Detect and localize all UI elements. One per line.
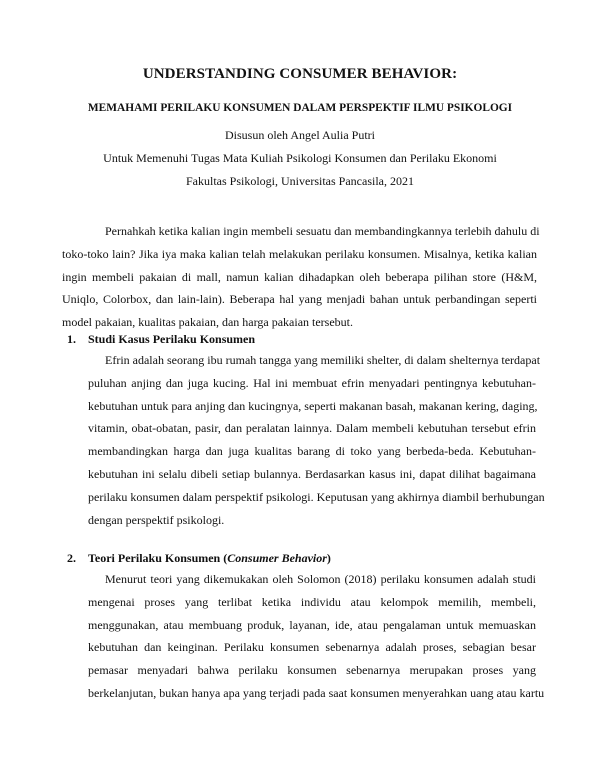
paragraph-line: kebutuhan untuk para anjing dan kucingnya, seperti makanan basah, makanan kering, daging, xyxy=(88,398,538,413)
section-title: Teori Perilaku Konsumen ( xyxy=(88,551,228,565)
paragraph-line: Efrin adalah seorang ibu rumah tangga yang memiliki shelter, di dalam shelternya terdapat xyxy=(105,353,541,367)
paragraph-line: kebutuhan dan keinginan. Perilaku konsumen sebenarnya adalah proses, sebagian besar xyxy=(88,640,536,655)
section-2-paragraph xyxy=(88,568,545,705)
author-line: Disusun oleh Angel Aulia Putri xyxy=(225,128,375,142)
section-number: 2. xyxy=(67,551,76,565)
paragraph-line: Pernahkah ketika kalian ingin membeli sesuatu dan membandingkannya terlebih dahulu di xyxy=(105,224,540,238)
paragraph-line: Menurut teori yang dikemukakan oleh Solomon (2018) perilaku konsumen adalah studi xyxy=(105,572,536,586)
section-1-paragraph xyxy=(88,349,545,531)
paragraph-line: menggunakan, atau membuang produk, layanan, ide, atau pengalaman untuk memuaskan xyxy=(88,617,536,632)
paragraph-line: perilaku konsumen dalam perspektif psikologi. Keputusan yang akhirnya diambil berhubungan xyxy=(88,489,545,504)
paragraph-line: membandingkan harga dan juga kualitas barang di toko yang berbeda-beda. Kebutuhan- xyxy=(88,444,536,459)
paragraph-line: model pakaian, kualitas pakaian, dan harga pakaian tersebut. xyxy=(62,315,353,330)
paragraph-line: kebutuhan ini selalu dibeli setiap bulannya. Berdasarkan kasus ini, dapat dilihat bagaimana xyxy=(88,466,536,481)
section-number: 1. xyxy=(67,332,76,346)
document-subtitle: MEMAHAMI PERILAKU KONSUMEN DALAM PERSPEKTIF ILMU PSIKOLOGI xyxy=(87,102,513,114)
paragraph-line: puluhan anjing dan juga kucing. Hal ini membuat efrin menyadari pentingnya kebutuhan- xyxy=(88,375,536,390)
section-2-heading xyxy=(67,551,331,566)
paragraph-line: toko-toko lain? Jika iya maka kalian telah melakukan perilaku konsumen. Misalnya, ketika kalian xyxy=(62,246,537,261)
purpose-line: Untuk Memenuhi Tugas Mata Kuliah Psikologi Konsumen dan Perilaku Ekonomi xyxy=(103,151,497,165)
document-title: UNDERSTANDING CONSUMER BEHAVIOR: xyxy=(142,66,458,82)
section-1-heading xyxy=(67,332,255,347)
paragraph-line: Uniqlo, Colorbox, dan lain-lain). Beberapa hal yang menjadi bahan untuk perbandingan seperti xyxy=(62,292,537,307)
intro-paragraph xyxy=(62,220,540,334)
section-title: Studi Kasus Perilaku Konsumen xyxy=(88,332,256,346)
section-title-italic: Consumer Behavior xyxy=(227,551,327,565)
paragraph-line: ingin membeli pakaian di mall, namun kalian dihadapkan oleh beberapa pilihan store (H&M, xyxy=(62,269,537,284)
faculty-line: Fakultas Psikologi, Universitas Pancasila, 2021 xyxy=(186,174,414,188)
section-title-close: ) xyxy=(326,551,331,565)
paragraph-line: dengan perspektif psikologi. xyxy=(88,512,225,527)
paragraph-line: vitamin, obat-obatan, pasir, dan peralatan lainnya. Dalam membeli kebutuhan tersebut efrin xyxy=(88,421,536,436)
paragraph-line: mengenai proses yang terlibat ketika individu atau kelompok memilih, membeli, xyxy=(88,594,536,609)
paragraph-line: berkelanjutan, bukan hanya apa yang terjadi pada saat konsumen menyerahkan uang atau kartu xyxy=(88,685,545,700)
paragraph-line: pemasar menyadari bahwa perilaku konsumen sebenarnya merupakan proses yang xyxy=(88,663,536,678)
